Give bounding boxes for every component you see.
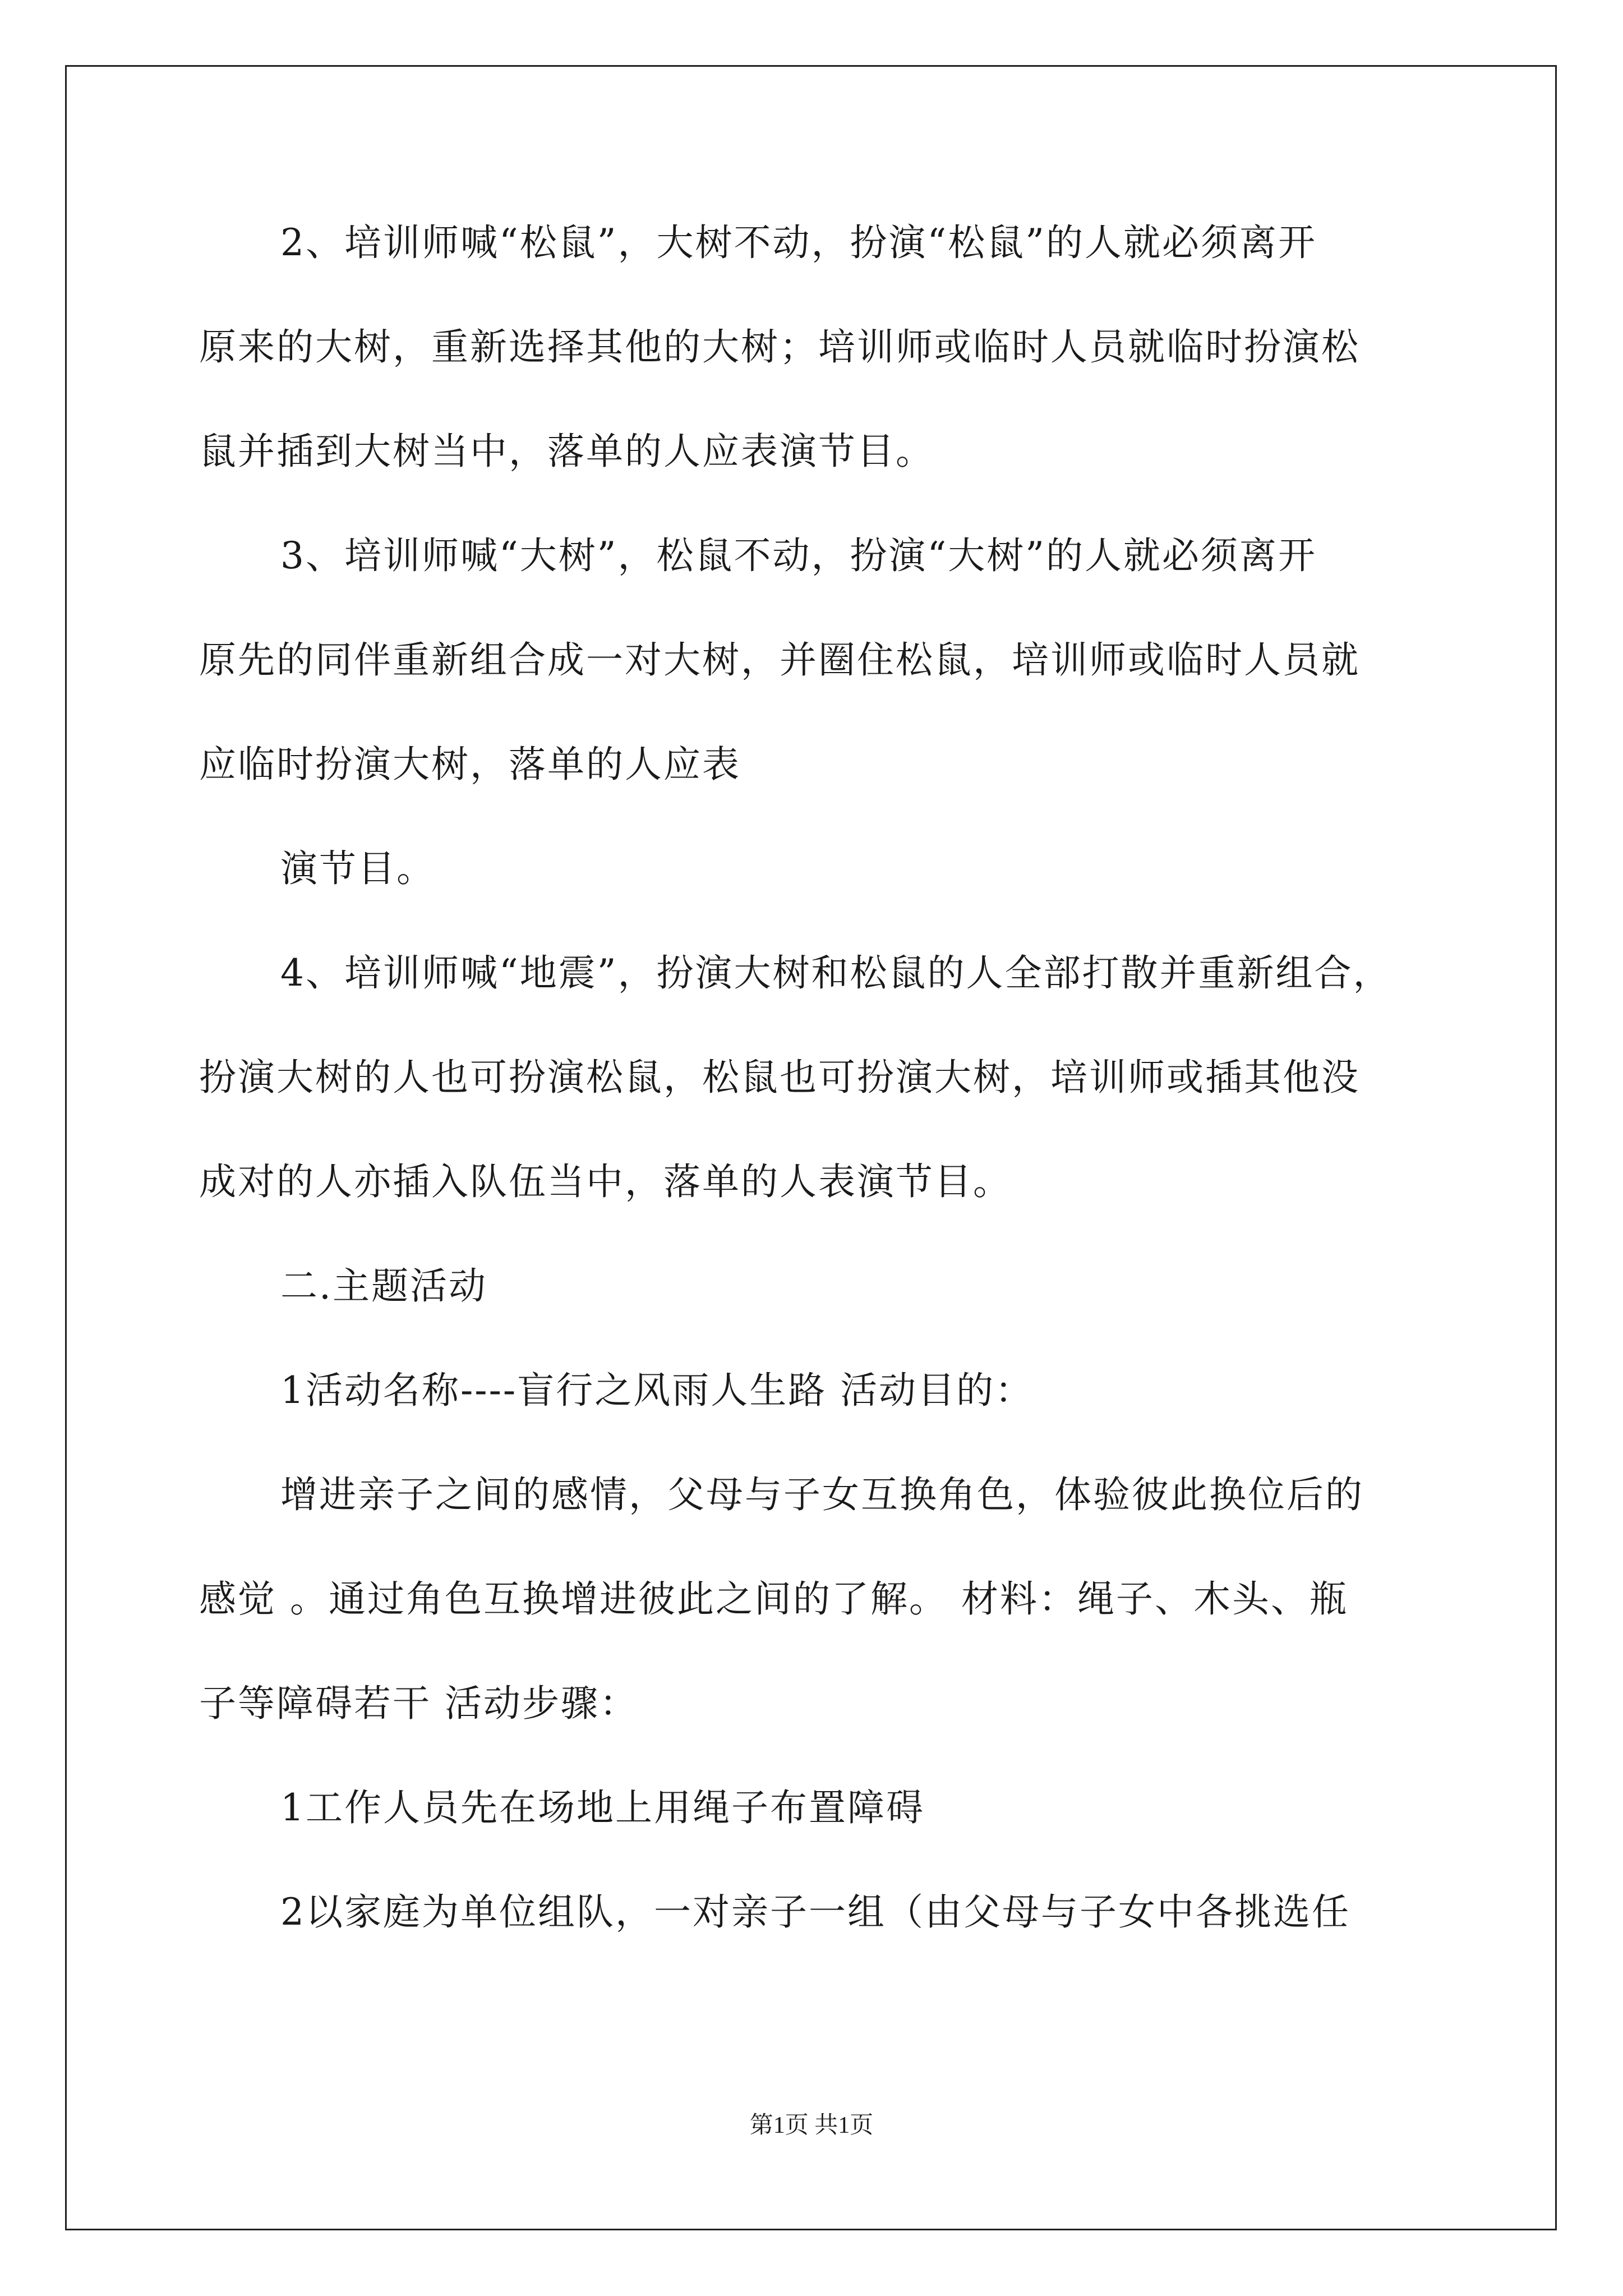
paragraph-line: 扮演大树的人也可扮演松鼠，松鼠也可扮演大树，培训师或插其他没 xyxy=(199,1056,1360,1099)
paragraph-line: 4、培训师喊“地震”，扮演大树和松鼠的人全部打散并重新组合， xyxy=(280,951,1392,995)
paragraph-line: 3、培训师喊“大树”，松鼠不动，扮演“大树”的人就必须离开 xyxy=(280,534,1317,577)
paragraph-line: 应临时扮演大树，落单的人应表 xyxy=(199,743,741,786)
page-footer: 第1页 共1页 xyxy=(749,2113,874,2138)
paragraph-line: 成对的人亦插入队伍当中，落单的人表演节目。 xyxy=(199,1160,1012,1203)
paragraph-line: 鼠并插到大树当中，落单的人应表演节目。 xyxy=(199,430,934,473)
paragraph-line: 原先的同伴重新组合成一对大树，并圈住松鼠，培训师或临时人员就 xyxy=(199,638,1360,682)
paragraph-line: 2、培训师喊“松鼠”，大树不动，扮演“松鼠”的人就必须离开 xyxy=(280,221,1317,264)
paragraph-line: 1工作人员先在场地上用绳子布置障碍 xyxy=(280,1786,925,1829)
paragraph-line: 2以家庭为单位组队，一对亲子一组（由父母与子女中各挑选任 xyxy=(280,1890,1350,1934)
paragraph-line: 子等障碍若干 活动步骤： xyxy=(199,1682,638,1725)
paragraph-line: 演节目。 xyxy=(280,847,435,890)
paragraph-line: 感觉 。通过角色互换增进彼此之间的了解。 材料：绳子、木头、瓶 xyxy=(199,1577,1348,1621)
document-body xyxy=(199,191,1433,1964)
section-heading: 二.主题活动 xyxy=(280,1264,487,1308)
paragraph-line: 增进亲子之间的感情，父母与子女互换角色，体验彼此换位后的 xyxy=(280,1473,1364,1516)
paragraph-line: 1活动名称----盲行之风雨人生路 活动目的： xyxy=(280,1369,1034,1412)
paragraph-line: 原来的大树，重新选择其他的大树；培训师或临时人员就临时扮演松 xyxy=(199,325,1360,369)
